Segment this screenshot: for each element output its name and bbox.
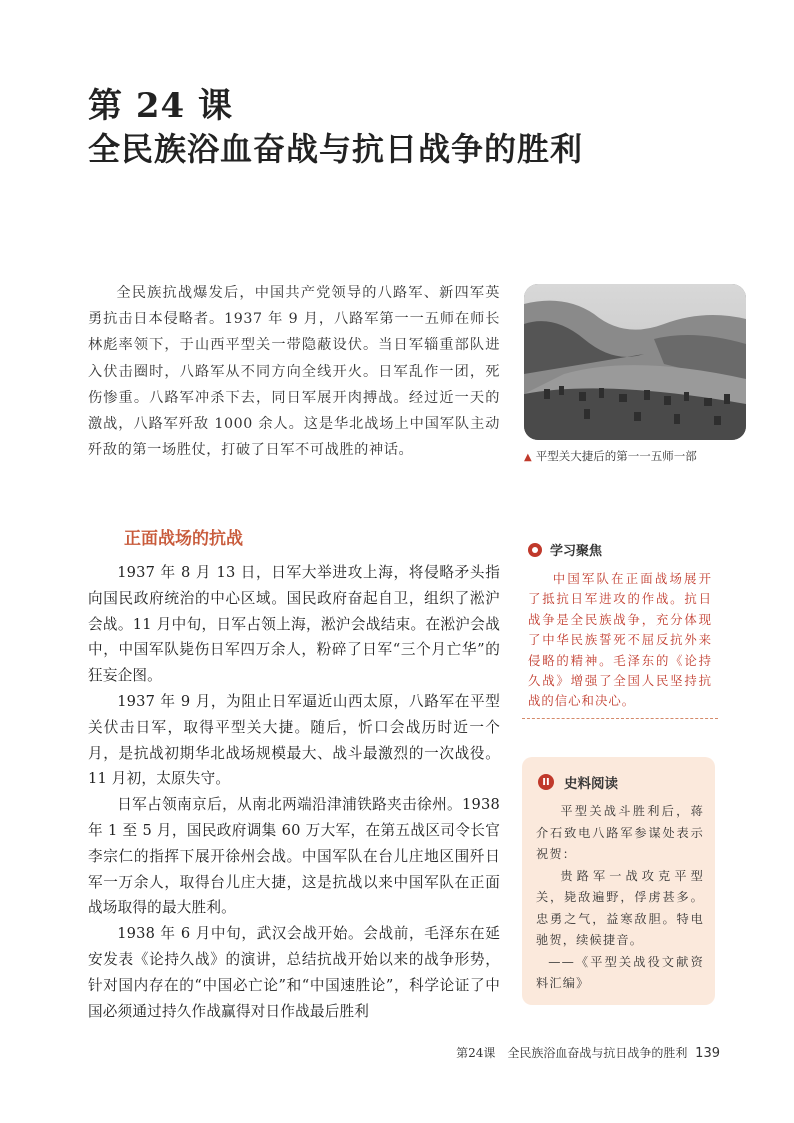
study-focus-header bbox=[522, 540, 718, 559]
running-title: 第24课 全民族浴血奋战与抗日战争的胜利 bbox=[456, 1046, 688, 1060]
body-paragraph: 日军占领南京后，从南北两端沿津浦铁路夹击徐州。1938 年 1 至 5 月，国民政府调集 60 万大军，在第五战区司令长官李宗仁的指挥下展开徐州会战。中国军队在台儿庄地区围歼日军一万余人，取得台儿庄大捷，这是抗战以来中国军队在正面战场取得的最大胜利。 bbox=[88, 796, 500, 917]
caption-triangle-icon: ▲ bbox=[524, 452, 532, 463]
source-reading-box bbox=[522, 757, 715, 1005]
historical-photo bbox=[524, 284, 746, 440]
page-footer bbox=[420, 1044, 720, 1061]
photo-illustration bbox=[524, 284, 746, 440]
section-heading: 正面战场的抗战 bbox=[124, 529, 243, 549]
photo-caption-text: 平型关大捷后的第一一五师一部 bbox=[535, 449, 697, 463]
body-paragraph: 1937 年 9 月，为阻止日军逼近山西太原，八路军在平型关伏击日军，取得平型关大捷。随后，忻口会战历时近一个月，是抗战初期华北战场规模最大、战斗最激烈的一次战役。11 月初，太原失守。 bbox=[88, 692, 500, 788]
divider bbox=[522, 718, 718, 719]
source-line: 贵路军一战攻克平型关，毙敌遍野，俘虏甚多。忠勇之气，益寒敌胆。特电驰贺，续候捷音。 bbox=[536, 868, 704, 947]
source-citation: ——《平型关战役文献资料汇编》 bbox=[536, 954, 704, 990]
study-focus-text: 中国军队在正面战场展开了抵抗日军进攻的作战。抗日战争是全民族战争，充分体现了中华民族誓死不屈反抗外来侵略的精神。毛泽东的《论持久战》增强了全国人民坚持抗战的信心和决心。 bbox=[528, 571, 712, 709]
study-focus-title: 学习聚焦 bbox=[550, 544, 603, 559]
intro-paragraph: 全民族抗战爆发后，中国共产党领导的八路军、新四军英勇抗击日本侵略者。1937 年 9 月，八路军第一一五师在师长林彪率领下，于山西平型关一带隐蔽设伏。当日军辎重部队进入伏击圈时，八路军从不同方向全线开火。日军乱作一团，死伤惨重。八路军冲杀下去，同日军展开肉搏战。经过近一天的激战，八路军歼敌 1000 余人。这是华北战场上中国军队主动歼敌的第一场胜仗，打破了日军不可战胜的神话。 bbox=[88, 285, 500, 459]
source-line: 平型关战斗胜利后，蒋介石致电八路军参谋处表示祝贺： bbox=[536, 804, 704, 861]
study-focus-box bbox=[522, 540, 718, 719]
target-icon bbox=[528, 543, 542, 557]
lesson-number: 第 24 课 bbox=[88, 86, 233, 126]
section-body bbox=[88, 560, 500, 1024]
page-number: 139 bbox=[695, 1046, 720, 1061]
body-paragraph: 1938 年 6 月中旬，武汉会战开始。会战前，毛泽东在延安发表《论持久战》的演讲，总结抗战开始以来的战争形势，针对国内存在的“中国必亡论”和“中国速胜论”，科学论证了中国必须通过持久作战赢得对日作战最后胜利 bbox=[88, 925, 500, 1020]
photo-caption bbox=[524, 448, 754, 464]
book-icon: II bbox=[538, 774, 554, 790]
source-reading-title: 史料阅读 bbox=[564, 776, 618, 792]
body-paragraph: 1937 年 8 月 13 日，日军大举进攻上海，将侵略矛头指向国民政府统治的中心区域。国民政府奋起自卫，组织了淞沪会战。11 月中旬，日军占领上海，淞沪会战结束。在淞沪会战中，中国军队毙伤日军四万余人，粉碎了日军“三个月亡华”的狂妄企图。 bbox=[88, 564, 500, 685]
source-reading-header bbox=[538, 772, 618, 792]
source-reading-body bbox=[536, 801, 704, 995]
lesson-title: 全民族浴血奋战与抗日战争的胜利 bbox=[88, 130, 584, 168]
